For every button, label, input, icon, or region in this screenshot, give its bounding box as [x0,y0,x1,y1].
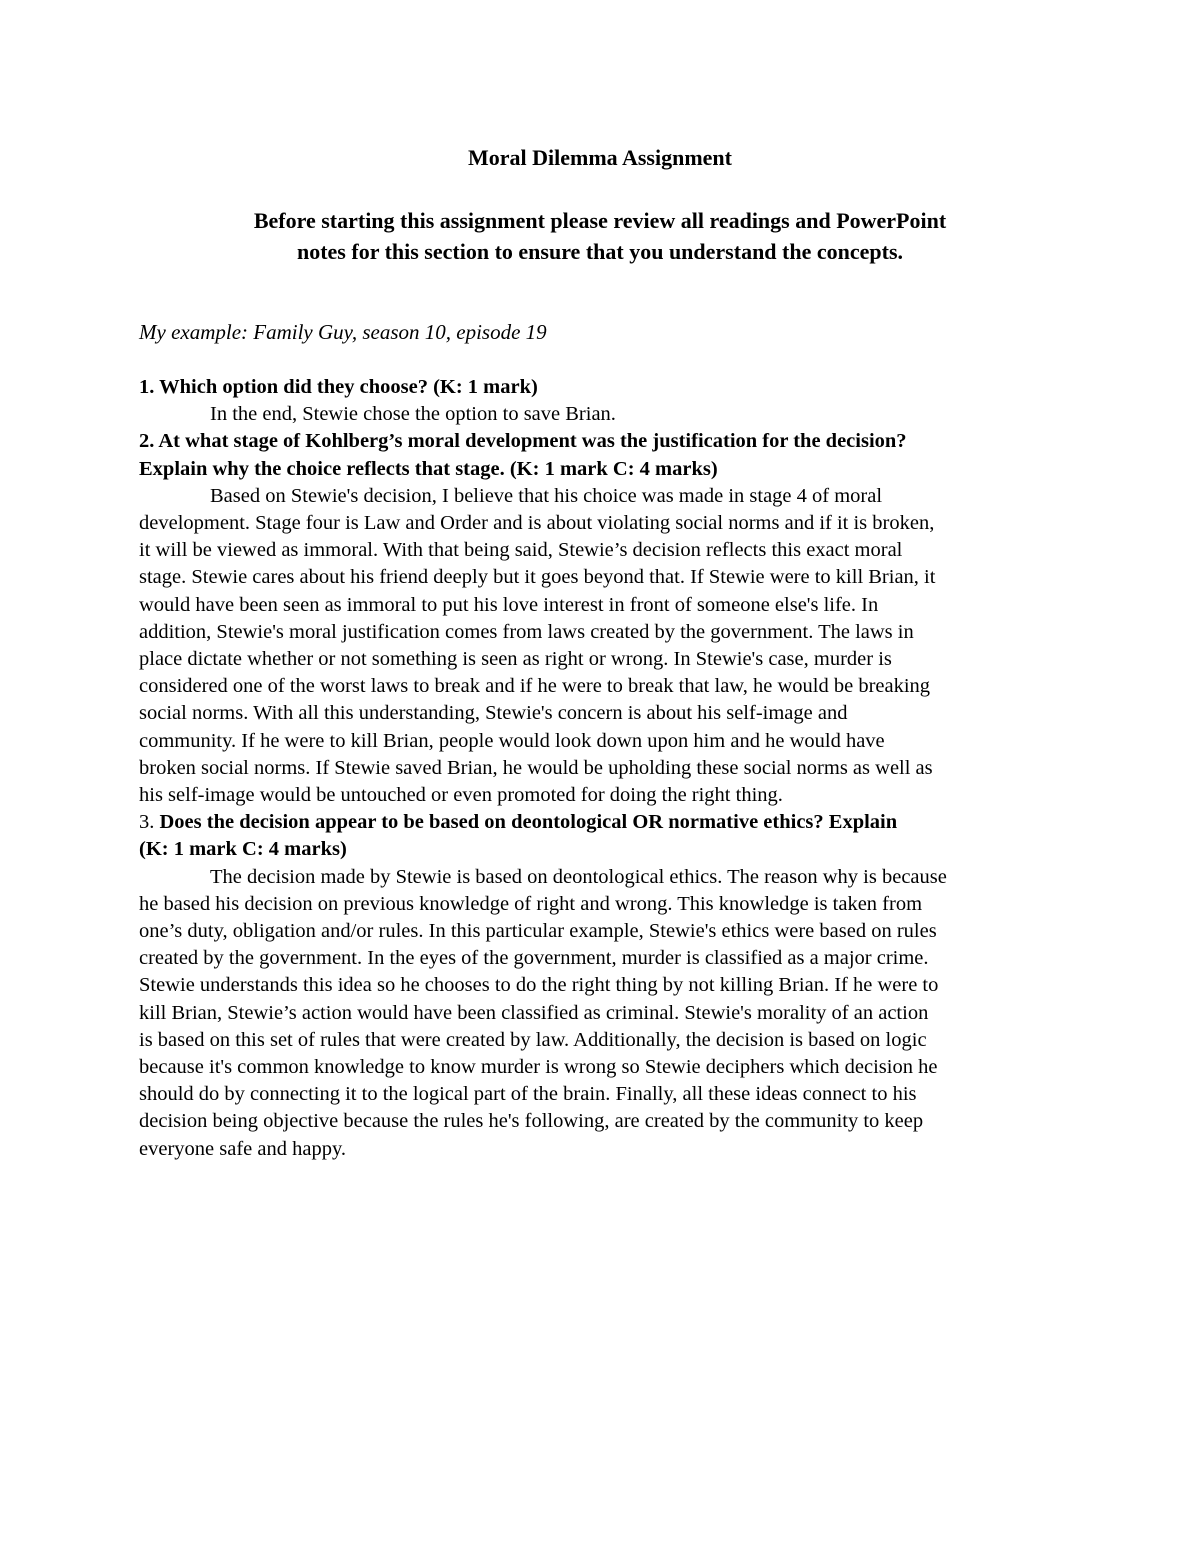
answer-2-line: would have been seen as immoral to put his love interest in front of someone else's life. In [139,593,879,616]
questions-section [139,374,1074,1163]
question-2 [139,428,1074,482]
question-3-line [139,809,1074,836]
example-reference: My example: Family Guy, season 10, episode 19 [139,320,547,344]
answer-2-line: it will be viewed as immoral. With that being said, Stewie’s decision reflects this exact moral [139,539,903,562]
document-title: Moral Dilemma Assignment [468,145,732,170]
question-2-line: Explain why the choice reflects that stage. (K: 1 mark C: 4 marks) [139,457,718,480]
answer-2-line: considered one of the worst laws to break and if he were to break that law, he would be breaking [139,675,931,698]
answer-3-line: Stewie understands this idea so he chooses to do the right thing by not killing Brian. If he were to [139,974,939,997]
instructions [0,205,1200,267]
instructions-line: Before starting this assignment please review all readings and PowerPoint [253,208,947,233]
answer-3-line: everyone safe and happy. [139,1137,346,1160]
answer-1-text: In the end, Stewie chose the option to save Brian. [210,403,616,426]
answer-3-line: one’s duty, obligation and/or rules. In this particular example, Stewie's ethics were based on rules [139,920,937,943]
question-1 [139,374,1074,401]
instructions-line: notes for this section to ensure that you understand the concepts. [296,239,904,264]
answer-3-line: is based on this set of rules that were created by law. Additionally, the decision is based on logic [139,1028,927,1051]
question-1-text: 1. Which option did they choose? (K: 1 mark) [139,376,538,398]
answer-2-line: social norms. With all this understanding, Stewie's concern is about his self-image and [139,702,848,725]
answer-2-line: his self-image would be untouched or even promoted for doing the right thing. [139,784,783,807]
answer-2 [139,483,1074,809]
question-3-line: (K: 1 mark C: 4 marks) [139,838,347,861]
answer-3-line: decision being objective because the rules he's following, are created by the community to keep [139,1110,924,1133]
question-3-text: Does the decision appear to be based on deontological OR normative ethics? Explain [159,811,898,834]
answer-3-line: he based his decision on previous knowledge of right and wrong. This knowledge is taken from [139,892,923,915]
answer-1 [139,401,1074,428]
answer-2-line: place dictate whether or not something is seen as right or wrong. In Stewie's case, murder is [139,648,892,671]
answer-2-line: stage. Stewie cares about his friend deeply but it goes beyond that. If Stewie were to kill Brian, it [139,566,936,589]
answer-2-line: Based on Stewie's decision, I believe that his choice was made in stage 4 of moral [210,484,883,507]
question-3-number: 3. [139,811,155,834]
answer-3-line: created by the government. In the eyes of the government, murder is classified as a major crime. [139,947,929,970]
answer-3 [139,864,1074,1163]
question-2-line: 2. At what stage of Kohlberg’s moral development was the justification for the decision? [139,430,907,453]
answer-3-line: kill Brian, Stewie’s action would have been classified as criminal. Stewie's morality of an action [139,1001,929,1024]
answer-3-line: The decision made by Stewie is based on deontological ethics. The reason why is because [210,865,947,888]
answer-3-line: because it's common knowledge to know murder is wrong so Stewie deciphers which decision he [139,1056,938,1079]
answer-3-line: should do by connecting it to the logical part of the brain. Finally, all these ideas connect to his [139,1083,917,1106]
answer-2-line: development. Stage four is Law and Order and is about violating social norms and if it is broken, [139,512,935,535]
answer-2-line: community. If he were to kill Brian, people would look down upon him and he would have [139,729,885,752]
answer-2-line: addition, Stewie's moral justification comes from laws created by the government. The laws in [139,620,914,643]
answer-2-line: broken social norms. If Stewie saved Brian, he would be upholding these social norms as well as [139,756,933,779]
question-3 [139,809,1074,863]
